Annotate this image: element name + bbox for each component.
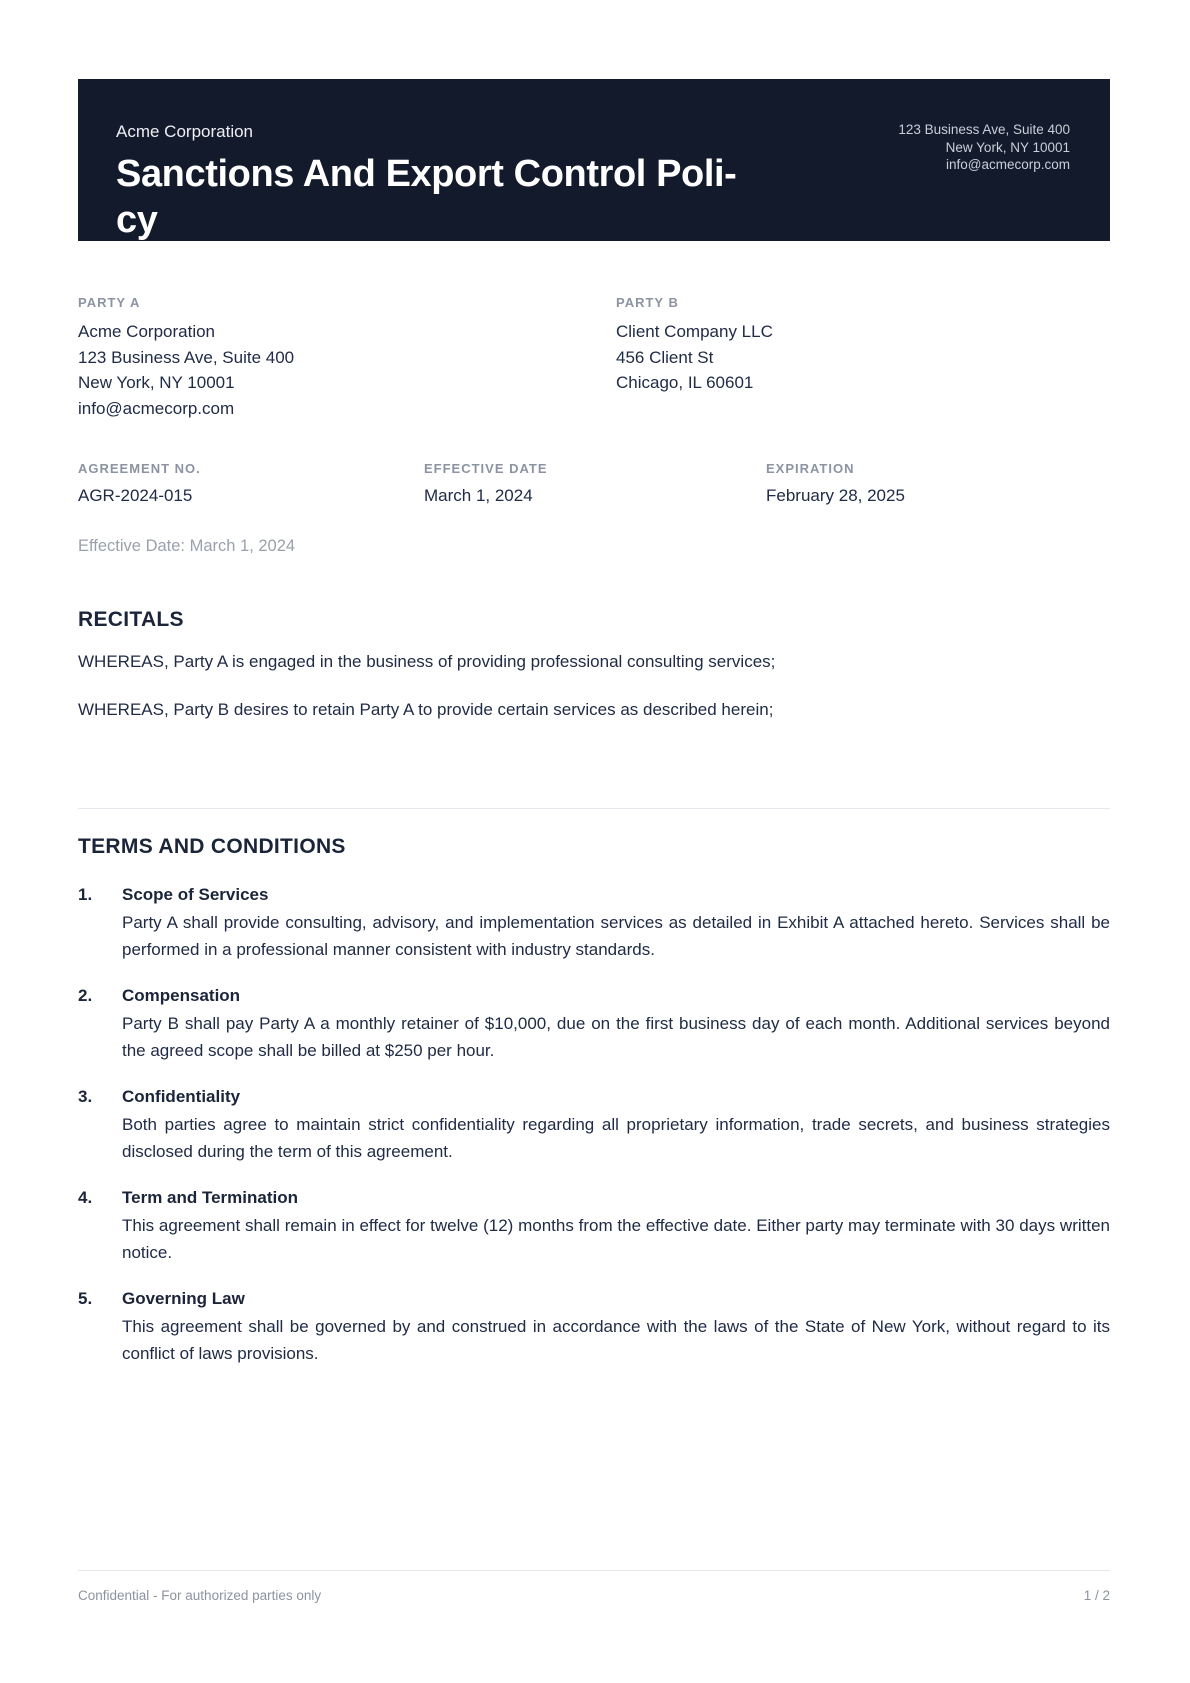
page-number: 1 / 2 <box>1083 1588 1110 1603</box>
term-title: Scope of Services <box>122 885 269 904</box>
footer-row <box>78 1587 1110 1605</box>
company-address-line1: 123 Business Ave, Suite 400 <box>898 122 1070 137</box>
company-address <box>898 121 1070 174</box>
terms-heading: TERMS AND CONDITIONS <box>78 835 346 858</box>
term-number: 3. <box>78 1087 93 1106</box>
term-title: Governing Law <box>122 1289 245 1308</box>
term-title: Term and Termination <box>122 1188 299 1207</box>
party-b-street: 456 Client St <box>616 347 714 367</box>
document-body <box>78 606 1110 1388</box>
term-content <box>122 1186 1110 1266</box>
term-number: 2. <box>78 986 93 1005</box>
party-b-label: PARTY B <box>616 295 679 310</box>
company-email: info@acmecorp.com <box>946 157 1070 172</box>
party-b-city: Chicago, IL 60601 <box>616 373 754 392</box>
term-body: Party B shall pay Party A a monthly retainer of $10,000, due on the first business day of each month. Additional services beyond the agreed scope shall be billed at $250 per hour. <box>122 1014 1110 1060</box>
party-a-details <box>78 319 616 421</box>
term-title: Confidentiality <box>122 1087 241 1106</box>
agreement-number-label: AGREEMENT NO. <box>78 461 201 476</box>
document-title-line2: cy <box>116 199 158 241</box>
document-footer <box>78 1570 1110 1605</box>
document-title-line1: Sanctions And Export Control Poli- <box>116 153 737 195</box>
agreement-number-value: AGR-2024-015 <box>78 486 193 505</box>
party-a-label: PARTY A <box>78 295 141 310</box>
party-a-email: info@acmecorp.com <box>78 398 235 418</box>
expiration-label: EXPIRATION <box>766 461 855 476</box>
section-divider <box>78 808 1110 809</box>
effective-date-value: March 1, 2024 <box>424 486 533 505</box>
term-item-confidentiality <box>78 1085 1110 1165</box>
recital-paragraph-2: WHEREAS, Party B desires to retain Party A to provide certain services as described herein; <box>78 700 774 719</box>
company-address-line2: New York, NY 10001 <box>945 139 1070 155</box>
confidentiality-notice: Confidential - For authorized parties only <box>78 1588 322 1603</box>
party-a-block <box>78 295 616 421</box>
recital-paragraph-1: WHEREAS, Party A is engaged in the business of providing professional consulting services; <box>78 652 776 671</box>
term-item-scope <box>78 883 1110 963</box>
effective-date-note: Effective Date: March 1, 2024 <box>78 537 296 555</box>
term-item-governing-law <box>78 1287 1110 1367</box>
term-body: Party A shall provide consulting, advisory, and implementation services as detailed in Exhibit A attached hereto. Services shall be performed in a professional manner consistent with industry standards. <box>122 913 1110 959</box>
party-b-details <box>616 319 1110 396</box>
term-item-compensation <box>78 984 1110 1064</box>
party-a-city: New York, NY 10001 <box>78 373 235 392</box>
party-b-name: Client Company LLC <box>616 322 773 341</box>
term-body: Both parties agree to maintain strict confidentiality regarding all proprietary information, trade secrets, and business strategies disclosed during the term of this agreement. <box>122 1115 1110 1161</box>
term-number: 1. <box>78 885 93 904</box>
term-number: 4. <box>78 1188 93 1207</box>
agreement-meta-section <box>78 461 1110 507</box>
parties-section <box>78 295 1110 421</box>
term-content <box>122 1085 1110 1165</box>
expiration-block <box>766 461 1110 507</box>
expiration-value: February 28, 2025 <box>766 486 905 505</box>
effective-date-block <box>424 461 766 507</box>
term-body: This agreement shall be governed by and construed in accordance with the laws of the State of New York, without regard to its conflict of laws provisions. <box>122 1317 1110 1363</box>
term-content <box>122 1287 1110 1367</box>
term-content <box>122 984 1110 1064</box>
term-title: Compensation <box>122 986 241 1005</box>
footer-divider <box>78 1570 1110 1571</box>
terms-list <box>78 883 1110 1367</box>
term-content <box>122 883 1110 963</box>
recitals-heading: RECITALS <box>78 608 184 631</box>
party-b-block <box>616 295 1110 421</box>
effective-date-label: EFFECTIVE DATE <box>424 461 548 476</box>
term-body: This agreement shall remain in effect for twelve (12) months from the effective date. Either party may terminate with 30 days written notice. <box>122 1216 1110 1262</box>
term-number: 5. <box>78 1289 93 1308</box>
party-a-name: Acme Corporation <box>78 322 216 341</box>
document-header <box>78 79 1110 241</box>
party-a-street: 123 Business Ave, Suite 400 <box>78 347 295 367</box>
agreement-number-block <box>78 461 424 507</box>
company-name: Acme Corporation <box>116 122 254 141</box>
term-item-termination <box>78 1186 1110 1266</box>
